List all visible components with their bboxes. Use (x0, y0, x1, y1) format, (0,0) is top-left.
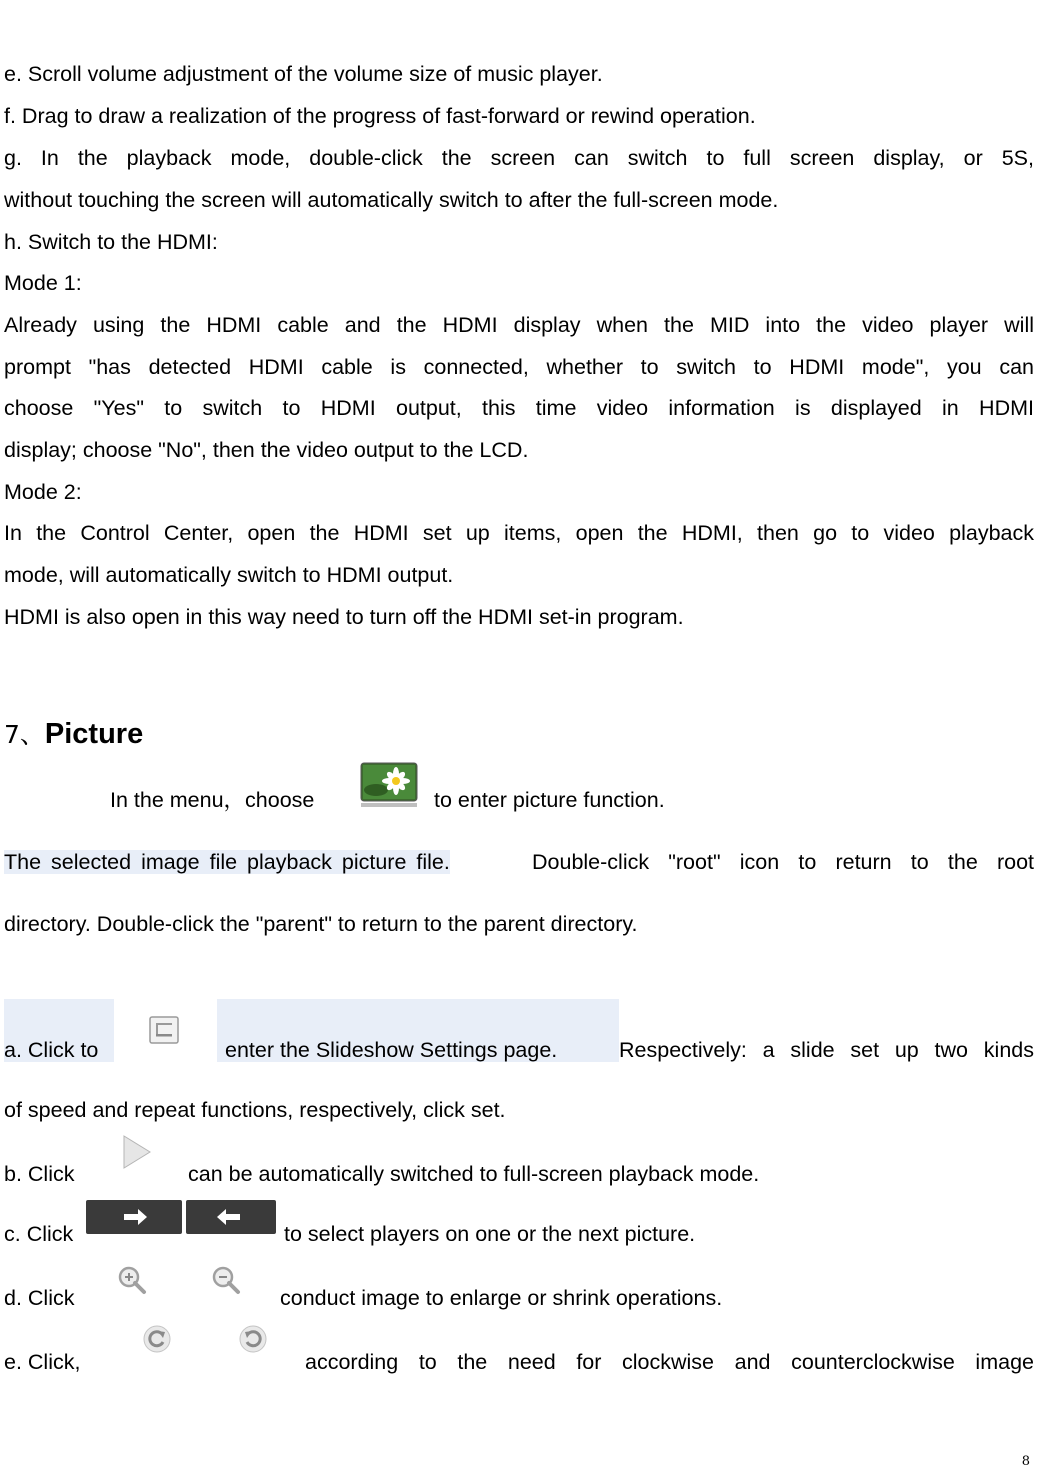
para1-highlight (4, 848, 450, 876)
para1-highlight-text: The selected image file playback picture file. (4, 850, 450, 874)
item-b-rest: can be automatically switched to full-screen playback mode. (188, 1162, 760, 1186)
section-title: Picture (44, 718, 144, 750)
line-mode-1: Mode 1: (4, 271, 82, 295)
item-c-rest: to select players on one or the next picture. (284, 1222, 696, 1246)
line-mode1-3: choose "Yes" to switch to HDMI output, this time video information is displayed in HDMI (4, 396, 1034, 420)
picture-app-icon[interactable] (360, 762, 418, 808)
line-h: h. Switch to the HDMI: (4, 230, 218, 254)
line-mode2-3: HDMI is also open in this way need to turn off the HDMI set-in program. (4, 605, 684, 629)
line-mode2-2: mode, will automatically switch to HDMI output. (4, 563, 454, 587)
line-f-drag: f. Drag to draw a realization of the progress of fast-forward or rewind operation. (4, 104, 756, 128)
line-g-2: without touching the screen will automatically switch to after the full-screen mode. (4, 188, 779, 212)
item-a-highlight-text: enter the Slideshow Settings page. (225, 1038, 558, 1062)
para2: directory. Double-click the "parent" to return to the parent directory. (4, 912, 638, 936)
arrow-right-icon[interactable] (86, 1200, 182, 1234)
rotate-clockwise-icon[interactable] (142, 1324, 172, 1354)
item-c-row (0, 1198, 1038, 1246)
item-c-prefix: c. Click (4, 1222, 74, 1246)
item-e-rest: according to the need for clockwise and counterclockwise image (305, 1350, 1034, 1374)
item-a-line2: of speed and repeat functions, respectively, click set. (4, 1098, 506, 1122)
play-icon[interactable] (120, 1134, 154, 1170)
item-d-row (0, 1258, 1038, 1310)
item-a-prefix: a. Click to (4, 1038, 99, 1062)
section-heading (4, 716, 143, 753)
line-mode1-1: Already using the HDMI cable and the HDMI display when the MID into the video player will (4, 313, 1034, 337)
para1-rest: Double-click "root" icon to return to the root (532, 850, 1034, 874)
line-mode1-2: prompt "has detected HDMI cable is connected, whether to switch to HDMI mode", you can (4, 355, 1034, 379)
line-g-1: g. In the playback mode, double-click the screen can switch to full screen display, or 5S, (4, 146, 1034, 170)
intro-after: to enter picture function. (434, 788, 665, 812)
rotate-counterclockwise-icon[interactable] (238, 1324, 268, 1354)
zoom-out-icon[interactable] (210, 1264, 242, 1296)
zoom-in-icon[interactable] (116, 1264, 148, 1296)
item-d-prefix: d. Click (4, 1286, 75, 1310)
slideshow-settings-icon[interactable] (147, 1013, 181, 1047)
item-b-prefix: b. Click (4, 1162, 75, 1186)
item-d-rest: conduct image to enlarge or shrink operations. (280, 1286, 723, 1310)
item-a-rest: Respectively: a slide set up two kinds (619, 1038, 1034, 1062)
arrow-left-icon[interactable] (186, 1200, 276, 1234)
intro-before: In the menu，choose (110, 788, 315, 812)
item-e-prefix: e. Click, (4, 1350, 81, 1374)
section-number: 7、 (4, 720, 45, 749)
line-mode2-1: In the Control Center, open the HDMI set up items, open the HDMI, then go to video playback (4, 521, 1034, 545)
line-mode-2: Mode 2: (4, 480, 82, 504)
page-number: 8 (1021, 1454, 1030, 1469)
line-e-scroll: e. Scroll volume adjustment of the volume size of music player. (4, 62, 603, 86)
line-mode1-4: display; choose "No", then the video output to the LCD. (4, 438, 529, 462)
